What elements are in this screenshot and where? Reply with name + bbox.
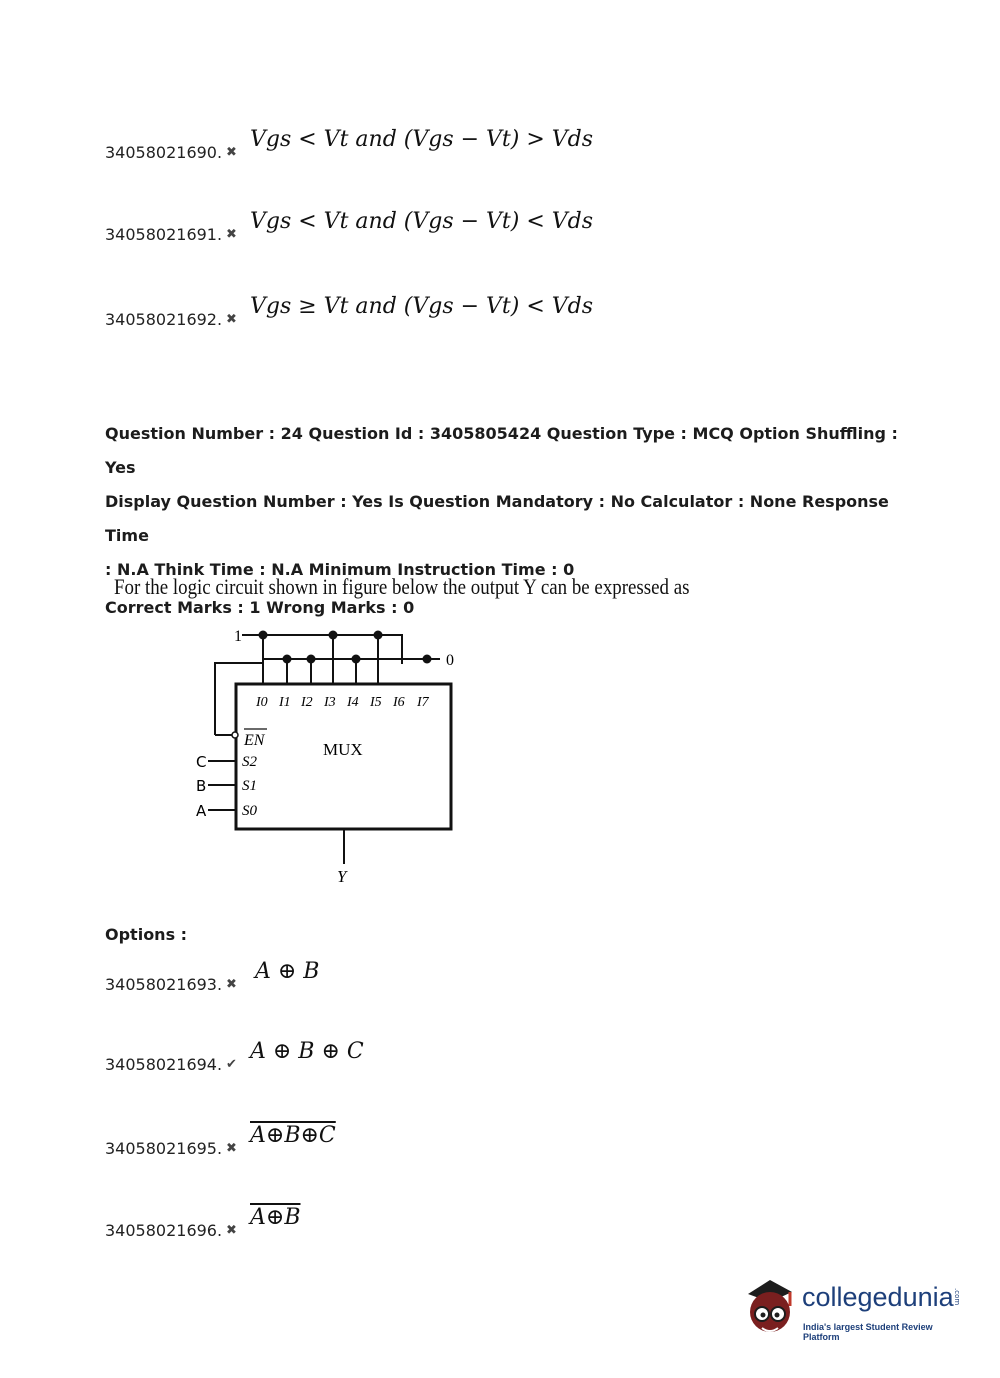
select-labels <box>242 754 258 819</box>
question-text: For the logic circuit shown in figure below the output Y can be expressed as <box>114 574 690 599</box>
mux-label: MUX <box>323 740 363 759</box>
option-id: 34058021691. <box>105 225 223 244</box>
option-1 <box>105 954 705 994</box>
option-3 <box>105 1118 705 1158</box>
marks-line: Correct Marks : 1 Wrong Marks : 0 <box>105 598 415 617</box>
output-label: Y <box>337 867 347 886</box>
mux-circuit-figure <box>190 620 480 892</box>
select-lines <box>208 761 236 810</box>
enable-label: EN <box>244 732 265 749</box>
check-icon: ✔ <box>226 1057 237 1072</box>
input-label: I0 <box>256 695 268 710</box>
option-2 <box>105 1034 705 1074</box>
prev-option-2 <box>105 204 705 244</box>
meta-line: Display Question Number : Yes Is Question Mandatory : No Calculator : None Response Time <box>105 492 889 545</box>
select-label: S1 <box>242 778 257 794</box>
option-id: 34058021696. <box>105 1221 223 1240</box>
input-label: I2 <box>301 695 313 710</box>
option-expression: Vgs < Vt and (Vgs − Vt) > Vds <box>250 127 594 152</box>
meta-line: Question Number : 24 Question Id : 3405805424 Question Type : MCQ Option Shuffling : Yes <box>105 424 898 477</box>
option-expression: Vgs ≥ Vt and (Vgs − Vt) < Vds <box>250 294 594 319</box>
cross-icon: ✖ <box>226 145 237 160</box>
mascot-icon <box>740 1272 802 1344</box>
cross-icon: ✖ <box>226 977 237 992</box>
select-source-labels <box>196 753 207 820</box>
option-expression: A⊕B <box>250 1205 301 1230</box>
cross-icon: ✖ <box>226 312 237 327</box>
cross-icon: ✖ <box>226 1223 237 1238</box>
option-4 <box>105 1200 705 1240</box>
prev-option-1 <box>105 122 705 162</box>
mux-input-labels <box>255 695 430 710</box>
zero-label: 0 <box>446 652 454 669</box>
input-label: I5 <box>370 695 382 710</box>
option-id: 34058021694. <box>105 1055 223 1074</box>
input-label: I1 <box>279 695 291 710</box>
select-source-label: A <box>196 802 207 820</box>
logo-tld: .com <box>953 1288 961 1306</box>
meta-line: : N.A Think Time : N.A Minimum Instruction Time : 0 <box>105 560 575 579</box>
collegedunia-logo[interactable] <box>740 1268 970 1348</box>
option-expression: A ⊕ B ⊕ C <box>250 1039 364 1064</box>
input-label: I4 <box>347 695 359 710</box>
option-id: 34058021693. <box>105 975 223 994</box>
option-id: 34058021692. <box>105 310 223 329</box>
select-label: S0 <box>242 803 257 819</box>
cross-icon: ✖ <box>226 227 237 242</box>
option-id: 34058021690. <box>105 143 223 162</box>
option-expression: A ⊕ B <box>255 959 320 984</box>
logo-brand: collegedunia <box>802 1282 954 1312</box>
select-source-label: B <box>196 777 207 795</box>
prev-option-3 <box>105 289 705 329</box>
input-label: I7 <box>417 695 429 710</box>
option-id: 34058021695. <box>105 1139 223 1158</box>
input-label: I3 <box>324 695 336 710</box>
option-expression: Vgs < Vt and (Vgs − Vt) < Vds <box>250 209 594 234</box>
input-label: I6 <box>393 695 405 710</box>
options-heading: Options : <box>105 925 188 944</box>
enable-bubble <box>232 732 238 738</box>
option-expression: A⊕B⊕C <box>250 1123 336 1148</box>
cross-icon: ✖ <box>226 1141 237 1156</box>
select-source-label: C <box>196 753 207 771</box>
one-label: 1 <box>234 628 242 645</box>
select-label: S2 <box>242 754 257 770</box>
logo-tagline: India's largest Student Review Platform <box>803 1322 933 1342</box>
